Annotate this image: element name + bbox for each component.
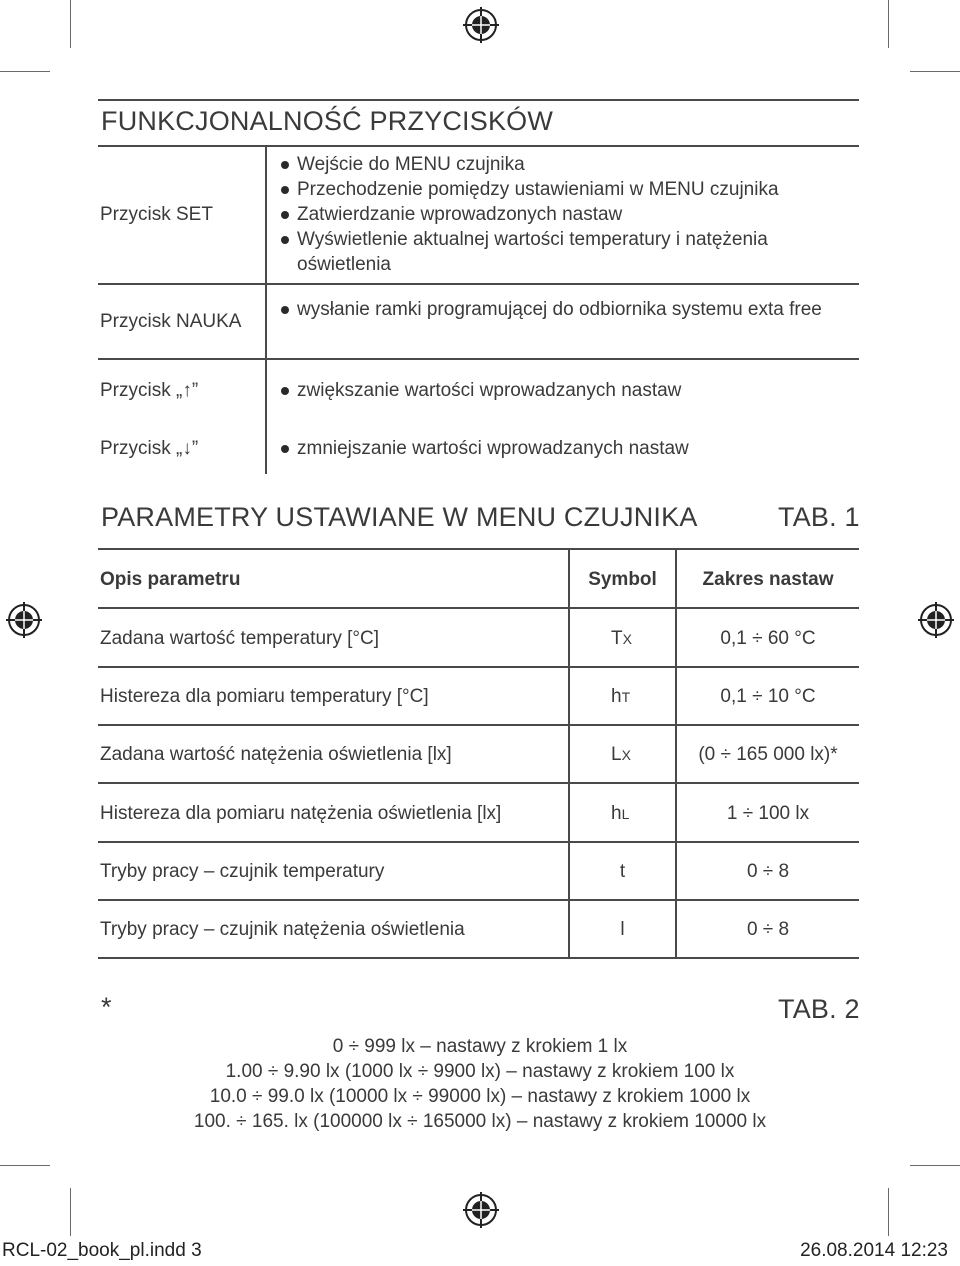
symbol-main: h (611, 686, 622, 707)
rule (98, 145, 859, 147)
step-line: 100. ÷ 165. lx (100000 lx ÷ 165000 lx) – nastawy z krokiem 10000 lx (193, 1111, 767, 1132)
row-divider (98, 957, 859, 959)
crop-mark (888, 1188, 889, 1236)
table-cell-zakres: 0 ÷ 8 (746, 861, 790, 882)
row-divider (98, 841, 859, 843)
table-cell-zakres: 1 ÷ 100 lx (726, 803, 810, 824)
bullet-list (266, 152, 846, 277)
rule (98, 99, 859, 101)
list-item: Wejście do MENU czujnika (266, 152, 846, 177)
crop-mark (0, 71, 50, 72)
table-label: TAB. 2 (778, 994, 860, 1024)
button-label-down (100, 438, 198, 460)
symbol-main: l (620, 919, 625, 940)
crop-mark (70, 1188, 71, 1236)
row-divider (98, 899, 859, 901)
crop-mark (910, 1165, 960, 1166)
label-text: Przycisk „ (100, 380, 183, 401)
list-item: Zatwierdzanie wprowadzonych nastaw (266, 202, 846, 227)
button-label-set: Przycisk SET (100, 204, 213, 225)
file-info: RCL-02_book_pl.indd 3 (2, 1240, 202, 1261)
bullet-list (266, 378, 846, 403)
table-cell-zakres: 0,1 ÷ 60 °C (720, 628, 816, 649)
row-divider (98, 358, 859, 360)
bullet-list (266, 297, 826, 322)
footnote-star: * (101, 992, 112, 1022)
table-cell-opis: Tryby pracy – czujnik temperatury (100, 861, 385, 882)
list-item: zwiększanie wartości wprowadzanych nastaw (266, 378, 846, 403)
table-cell-symbol (570, 919, 675, 941)
step-line: 10.0 ÷ 99.0 lx (10000 lx ÷ 99000 lx) – nastawy z krokiem 1000 lx (209, 1086, 751, 1107)
list-item: Przechodzenie pomiędzy ustawieniami w MENU czujnika (266, 177, 846, 202)
crop-mark (0, 1165, 50, 1166)
table-cell-zakres: 0 ÷ 8 (746, 919, 790, 940)
section-title: PARAMETRY USTAWIANE W MENU CZUJNIKA (101, 502, 698, 532)
symbol-sub: X (622, 631, 632, 647)
table-cell-opis: Zadana wartość natężenia oświetlenia [lx] (100, 744, 452, 765)
step-lines (0, 1034, 960, 1134)
registration-mark-icon (461, 5, 501, 45)
table-cell-zakres: 0,1 ÷ 10 °C (720, 686, 816, 707)
list-item: Wyświetlenie aktualnej wartości temperatury i natężenia oświetlenia (266, 227, 846, 277)
symbol-main: t (619, 861, 626, 882)
label-text: ” (191, 380, 199, 401)
table-cell-opis: Histereza dla pomiaru temperatury [°C] (100, 686, 429, 707)
button-label-nauka: Przycisk NAUKA (100, 311, 242, 332)
label-text: Przycisk „ (100, 438, 183, 459)
registration-mark-icon (461, 1190, 501, 1230)
symbol-main: h (611, 803, 622, 824)
column-divider (568, 549, 570, 958)
table-label: TAB. 1 (778, 502, 860, 532)
list-item: wysłanie ramki programującej do odbiornika systemu exta free (266, 297, 826, 322)
print-date: 26.08.2014 12:23 (800, 1240, 948, 1261)
row-divider (98, 607, 859, 609)
crop-mark (888, 0, 889, 48)
row-divider (98, 724, 859, 726)
column-header-opis: Opis parametru (100, 569, 241, 590)
symbol-main: L (611, 744, 622, 765)
column-header-zakres: Zakres nastaw (702, 569, 834, 590)
table-cell-symbol (611, 803, 629, 825)
list-item: zmniejszanie wartości wprowadzanych nastaw (266, 436, 846, 461)
table-cell-opis: Zadana wartość temperatury [°C] (100, 628, 379, 649)
table-cell-opis: Tryby pracy – czujnik natężenia oświetlenia (100, 919, 465, 940)
button-label-up (100, 380, 198, 402)
row-divider (98, 283, 859, 285)
symbol-sub: L (621, 806, 630, 822)
step-line: 0 ÷ 999 lx – nastawy z krokiem 1 lx (332, 1036, 628, 1057)
arrow-up-icon: ↑ (182, 380, 192, 401)
symbol-sub: T (621, 689, 631, 705)
step-line: 1.00 ÷ 9.90 lx (1000 lx ÷ 9900 lx) – nastawy z krokiem 100 lx (225, 1061, 735, 1082)
crop-mark (70, 0, 71, 48)
registration-mark-icon (4, 600, 44, 640)
section-title: FUNKCJONALNOŚĆ PRZYCISKÓW (101, 106, 554, 136)
crop-mark (910, 71, 960, 72)
rule (98, 548, 859, 550)
row-divider (98, 666, 859, 668)
table-cell-symbol (611, 744, 631, 766)
symbol-main: T (611, 628, 623, 649)
table-cell-zakres: (0 ÷ 165 000 lx)* (698, 744, 838, 765)
row-divider (98, 782, 859, 784)
table-cell-symbol (611, 628, 632, 650)
symbol-sub: X (621, 747, 631, 763)
registration-mark-icon (916, 600, 956, 640)
table-cell-opis: Histereza dla pomiaru natężenia oświetlenia [lx] (100, 803, 502, 824)
arrow-down-icon: ↓ (182, 438, 192, 459)
label-text: ” (191, 438, 199, 459)
bullet-list (266, 436, 846, 461)
table-cell-symbol (570, 861, 675, 883)
table-cell-symbol (611, 686, 630, 708)
column-header-symbol: Symbol (588, 569, 657, 590)
